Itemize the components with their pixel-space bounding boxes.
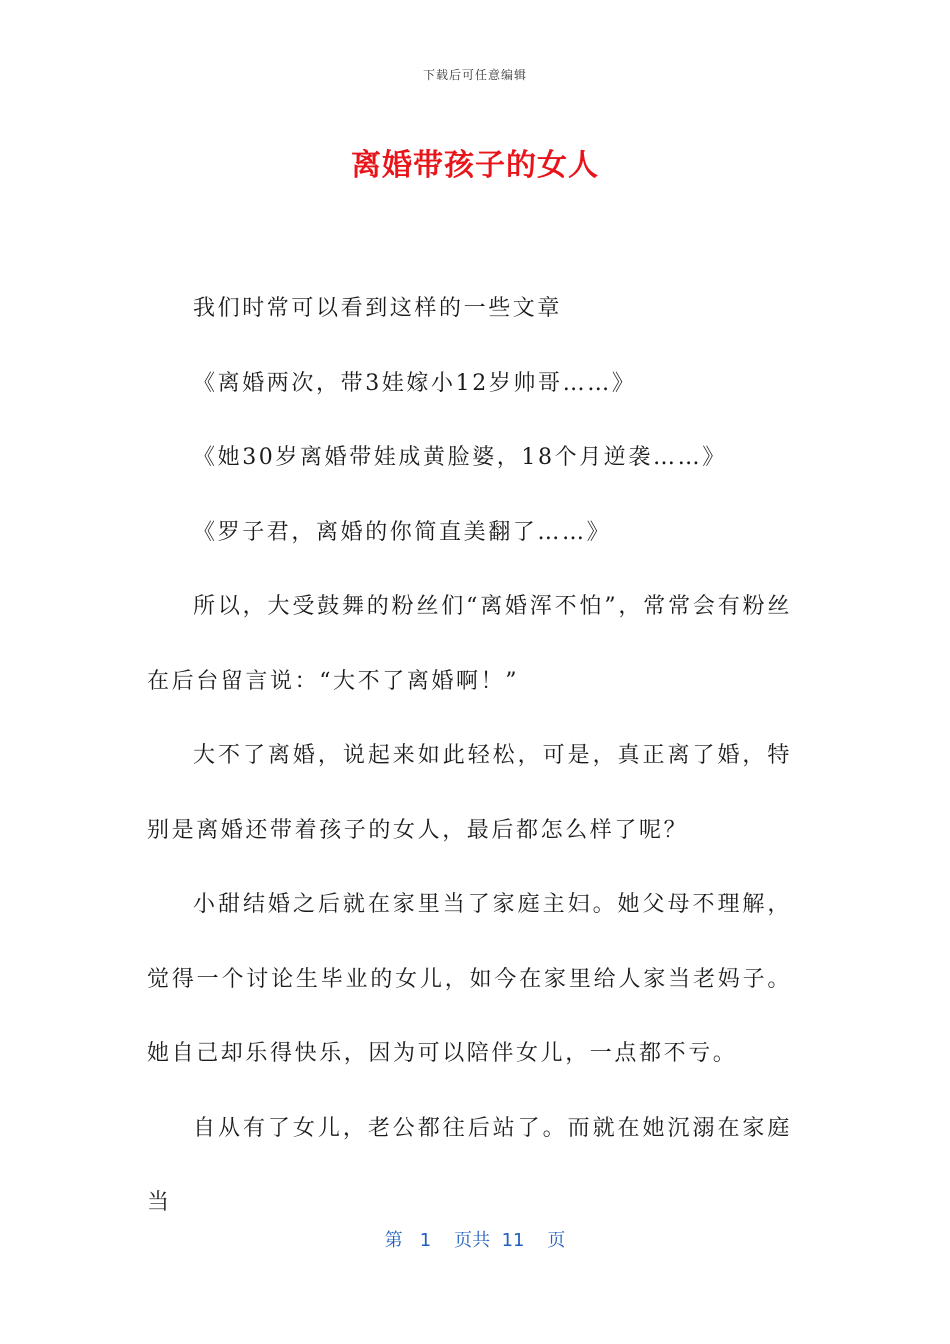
footer-page-suffix: 页 bbox=[547, 1230, 566, 1251]
footer-total-pages: 11 bbox=[501, 1230, 525, 1251]
paragraph: 小甜结婚之后就在家里当了家庭主妇。她父母不理解，觉得一个讨论生毕业的女儿，如今在家里给人家当老妈子。她自己却乐得快乐，因为可以陪伴女儿，一点都不亏。 bbox=[147, 892, 792, 1066]
page-footer bbox=[0, 1226, 950, 1252]
document-body bbox=[147, 272, 792, 1241]
paragraph: 《她30岁离婚带娃成黄脸婆，18个月逆袭……》 bbox=[193, 445, 727, 470]
paragraph: 大不了离婚，说起来如此轻松，可是，真正离了婚，特别是离婚还带着孩子的女人，最后都怎么样了呢？ bbox=[147, 743, 792, 843]
paragraph: 《罗子君，离婚的你简直美翻了……》 bbox=[193, 519, 612, 545]
paragraph: 《离婚两次，带3娃嫁小12岁帅哥……》 bbox=[193, 370, 637, 396]
paragraph: 所以，大受鼓舞的粉丝们“离婚浑不怕”，常常会有粉丝在后台留言说：“大不了离婚啊！” bbox=[147, 594, 792, 694]
footer-page-number: 1 bbox=[419, 1230, 432, 1251]
footer-page-prefix: 第 bbox=[384, 1230, 403, 1251]
document-title: 离婚带孩子的女人 bbox=[351, 148, 599, 183]
footer-page-middle: 页共 bbox=[454, 1230, 491, 1251]
paragraph: 我们时常可以看到这样的一些文章 bbox=[193, 296, 563, 321]
header-note: 下载后可任意编辑 bbox=[422, 68, 527, 82]
paragraph: 自从有了女儿，老公都往后站了。而就在她沉溺在家庭当 bbox=[147, 1115, 792, 1215]
